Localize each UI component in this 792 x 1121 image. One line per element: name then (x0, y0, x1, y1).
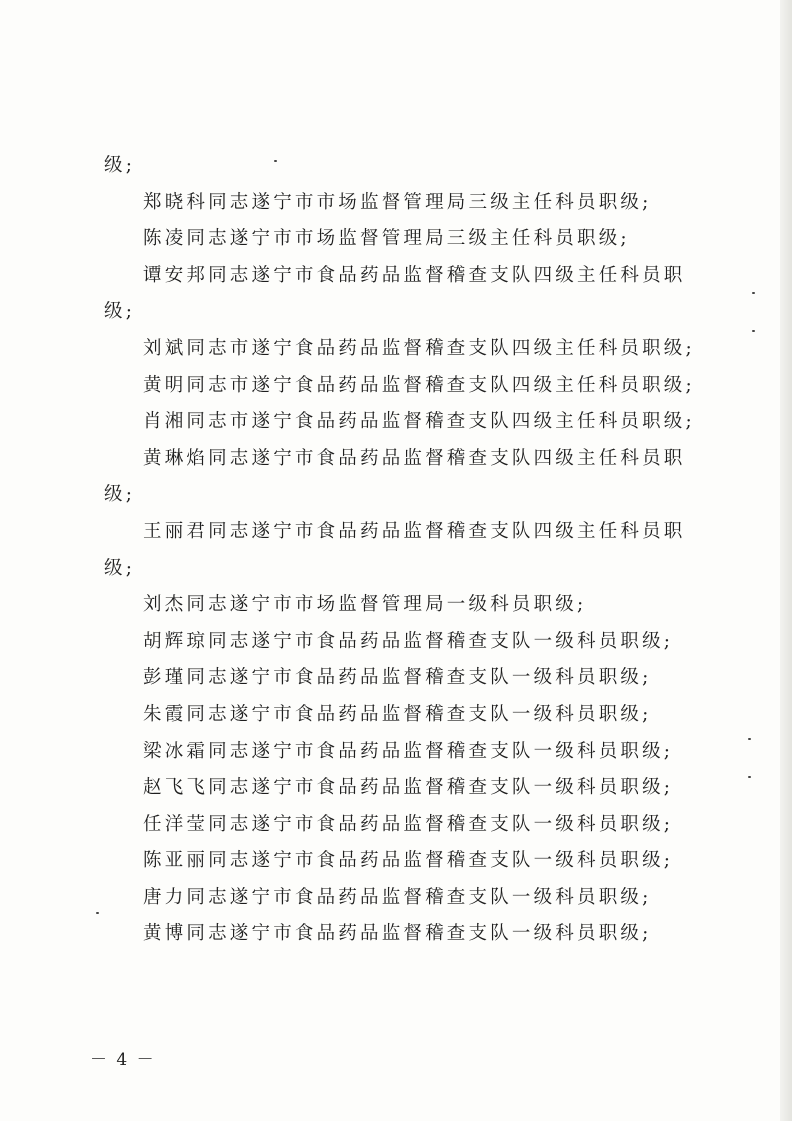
text-line: 级; (104, 301, 136, 323)
scan-speck (274, 160, 277, 162)
text-line: 陈亚丽同志遂宁市食品药品监督稽查支队一级科员职级; (143, 850, 674, 872)
page-number: － 4 － (90, 1050, 156, 1070)
text-line: 黄琳焰同志遂宁市食品药品监督稽查支队四级主任科员职 (143, 447, 686, 469)
text-line: 陈凌同志遂宁市市场监督管理局三级主任科员职级; (143, 228, 630, 250)
text-line: 郑晓科同志遂宁市市场监督管理局三级主任科员职级; (143, 191, 652, 213)
scan-speck (96, 912, 99, 914)
text-line: 黄明同志市遂宁食品药品监督稽查支队四级主任科员职级; (143, 374, 695, 396)
text-line: 级; (104, 155, 136, 176)
text-line: 朱霞同志遂宁市食品药品监督稽查支队一级科员职级; (143, 703, 652, 725)
scan-speck (752, 292, 755, 294)
scan-speck (752, 330, 755, 332)
text-line: 级; (104, 484, 136, 506)
scan-speck (748, 738, 751, 740)
text-line: 赵飞飞同志遂宁市食品药品监督稽查支队一级科员职级; (143, 777, 674, 799)
text-line: 刘斌同志市遂宁食品药品监督稽查支队四级主任科员职级; (143, 337, 695, 359)
text-line: 任洋莹同志遂宁市食品药品监督稽查支队一级科员职级; (143, 813, 674, 835)
text-line: 肖湘同志市遂宁食品药品监督稽查支队四级主任科员职级; (143, 411, 695, 433)
text-line: 刘杰同志遂宁市市场监督管理局一级科员职级; (143, 594, 587, 616)
scan-speck (748, 776, 751, 778)
document-body (96, 148, 696, 953)
text-line: 黄博同志遂宁市食品药品监督稽查支队一级科员职级; (143, 923, 652, 945)
text-line: 级; (104, 557, 136, 579)
text-line: 梁冰霜同志遂宁市食品药品监督稽查支队一级科员职级; (143, 740, 674, 762)
text-line: 胡辉琼同志遂宁市食品药品监督稽查支队一级科员职级; (143, 630, 674, 652)
text-line: 谭安邦同志遂宁市食品药品监督稽查支队四级主任科员职 (143, 264, 686, 286)
text-line: 彭瑾同志遂宁市食品药品监督稽查支队一级科员职级; (143, 667, 652, 689)
text-line: 唐力同志遂宁市食品药品监督稽查支队一级科员职级; (143, 886, 652, 908)
text-line: 王丽君同志遂宁市食品药品监督稽查支队四级主任科员职 (143, 520, 686, 542)
page-edge-shadow (780, 0, 792, 1121)
